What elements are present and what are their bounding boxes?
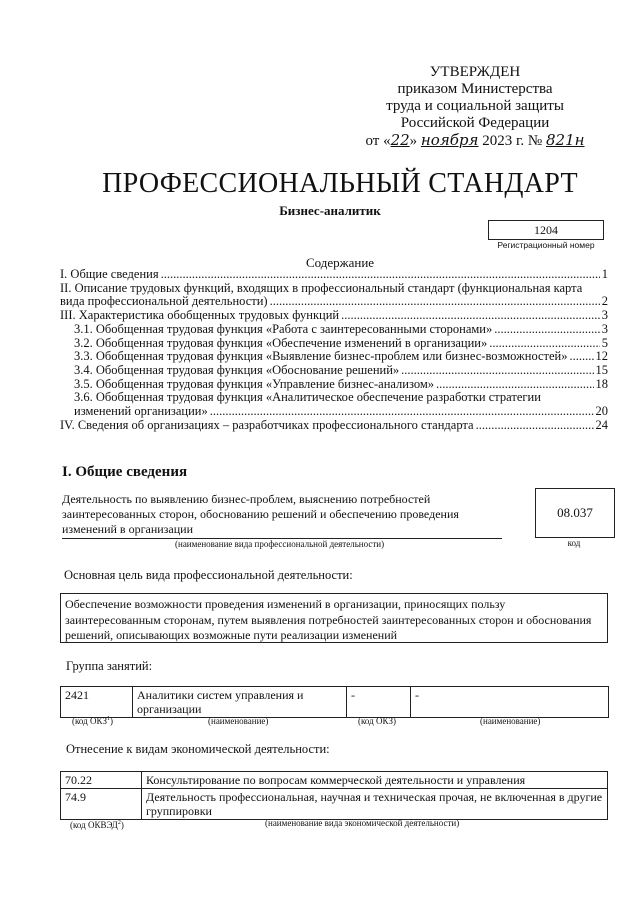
footnote-mark: 2 bbox=[117, 820, 121, 826]
toc-item[interactable] bbox=[60, 364, 608, 378]
date-prefix: от « bbox=[365, 133, 391, 149]
toc-item-page: 3 bbox=[601, 321, 608, 336]
registration-caption: Регистрационный номер bbox=[497, 240, 595, 250]
toc-item[interactable] bbox=[60, 350, 608, 364]
okved-label: Отнесение к видам экономической деятельности: bbox=[66, 742, 330, 756]
toc-item[interactable] bbox=[60, 391, 608, 405]
okved-name-caption: (наименование вида экономической деятельности) bbox=[265, 818, 460, 828]
toc-item[interactable] bbox=[60, 419, 608, 433]
okz-name-1: Аналитики систем управления и организации bbox=[133, 687, 347, 718]
caption-text: ) bbox=[110, 716, 113, 726]
activity-caption: (наименование вида профессиональной деятельности) bbox=[175, 539, 385, 549]
toc-leader bbox=[401, 364, 593, 378]
okz-name-2: - bbox=[411, 687, 609, 718]
toc-item[interactable] bbox=[60, 323, 608, 337]
toc-leader bbox=[270, 295, 600, 309]
toc-item-label: III. Характеристика обобщенных трудовых функций bbox=[60, 308, 340, 323]
toc-item-page: 2 bbox=[601, 294, 608, 309]
okz-code-1: 2421 bbox=[61, 687, 133, 718]
toc-leader bbox=[436, 378, 593, 392]
approval-order: приказом Министерства bbox=[397, 81, 553, 97]
okved-code: 74.9 bbox=[61, 789, 142, 820]
toc-item-label: 3.2. Обобщенная трудовая функция «Обеспечение изменений в организации» bbox=[74, 335, 488, 350]
toc-leader bbox=[489, 337, 599, 351]
okved-name: Консультирование по вопросам коммерческой деятельности и управления bbox=[142, 772, 608, 789]
okved-code: 70.22 bbox=[61, 772, 142, 789]
document-subtitle: Бизнес-аналитик bbox=[279, 203, 381, 218]
toc-item-label: II. Описание трудовых функций, входящих в профессиональный стандарт (функциональная карта bbox=[60, 280, 583, 295]
table-of-contents bbox=[60, 268, 608, 432]
toc-leader bbox=[494, 323, 600, 337]
date-year: 2023 г. № bbox=[478, 133, 546, 149]
approval-block bbox=[360, 64, 590, 150]
group-label: Группа занятий: bbox=[66, 659, 153, 673]
toc-leader bbox=[476, 419, 594, 433]
toc-item-page: 18 bbox=[595, 376, 608, 391]
toc-item-cont[interactable] bbox=[60, 295, 608, 309]
okz-code-2: - bbox=[347, 687, 411, 718]
date-mid: » bbox=[409, 133, 421, 149]
code-caption: код bbox=[567, 538, 581, 548]
table-row bbox=[61, 772, 608, 789]
toc-item[interactable] bbox=[60, 282, 608, 296]
caption-text: (код ОКВЭД bbox=[70, 820, 118, 830]
approval-country: Российской Федерации bbox=[400, 115, 550, 131]
handwritten-month: ноября bbox=[420, 131, 479, 149]
toc-item-page: 1 bbox=[601, 267, 608, 281]
okz-name-caption: (наименование) bbox=[208, 716, 269, 726]
toc-item-label: 3.1. Обобщенная трудовая функция «Работа с заинтересованными сторонами» bbox=[74, 321, 493, 336]
toc-item-label: 3.4. Обобщенная трудовая функция «Обоснование решений» bbox=[74, 362, 400, 377]
okved-name: Деятельность профессиональная, научная и техническая прочая, не включенная в другие группировки bbox=[142, 789, 608, 820]
goal-label: Основная цель вида профессиональной деятельности: bbox=[64, 568, 353, 582]
toc-leader bbox=[161, 268, 600, 282]
toc-item[interactable] bbox=[60, 337, 608, 351]
toc-item-label: 3.6. Обобщенная трудовая функция «Аналитическое обеспечение разработки стратегии bbox=[74, 390, 541, 405]
toc-item-label: 3.3. Обобщенная трудовая функция «Выявление бизнес-проблем или бизнес-возможностей» bbox=[74, 349, 568, 364]
toc-item-label: I. Общие сведения bbox=[60, 267, 159, 281]
okved-code-caption bbox=[70, 820, 124, 830]
occupation-group-table bbox=[60, 686, 609, 718]
toc-leader bbox=[210, 405, 594, 419]
toc-item-page: 24 bbox=[595, 417, 608, 432]
approval-title: УТВЕРЖДЕН bbox=[429, 64, 521, 80]
toc-item-page: 15 bbox=[595, 362, 608, 377]
okz-name-caption-2: (наименование) bbox=[480, 716, 541, 726]
toc-item-label: изменений организации» bbox=[74, 404, 208, 419]
toc-item-page: 5 bbox=[601, 335, 608, 350]
approval-date bbox=[360, 132, 590, 150]
okz-code-caption bbox=[72, 716, 113, 726]
registration-number: 1204 bbox=[488, 220, 604, 240]
toc-item[interactable] bbox=[60, 268, 608, 282]
handwritten-number: 821н bbox=[546, 131, 585, 149]
section-title: I. Общие сведения bbox=[62, 464, 188, 480]
toc-item-page: 12 bbox=[595, 349, 608, 364]
approval-ministry: труда и социальной защиты bbox=[386, 98, 564, 114]
table-row bbox=[61, 789, 608, 820]
toc-item[interactable] bbox=[60, 309, 608, 323]
footnote-mark: 1 bbox=[107, 716, 110, 722]
toc-item-page: 3 bbox=[601, 308, 608, 323]
toc-item-label: вида профессиональной деятельности) bbox=[60, 294, 268, 309]
toc-item-cont[interactable] bbox=[60, 405, 608, 419]
document-title: ПРОФЕССИОНАЛЬНЫЙ СТАНДАРТ bbox=[102, 168, 578, 199]
toc-leader bbox=[341, 309, 600, 323]
activity-name: Деятельность по выявлению бизнес-проблем, выяснению потребностей заинтересованных сторон, обоснованию решений и обеспечению проведения изменений в организации bbox=[62, 492, 459, 536]
okz-code-caption-2: (код ОКЗ) bbox=[358, 716, 396, 726]
toc-item[interactable] bbox=[60, 378, 608, 392]
activity-code: 08.037 bbox=[535, 488, 615, 538]
table-row bbox=[61, 687, 609, 718]
okved-table bbox=[60, 771, 608, 820]
toc-item-label: 3.5. Обобщенная трудовая функция «Управление бизнес-анализом» bbox=[74, 376, 435, 391]
caption-text: ) bbox=[120, 820, 124, 830]
toc-item-label: IV. Сведения об организациях – разработчиках профессионального стандарта bbox=[60, 417, 474, 432]
handwritten-day: 22 bbox=[390, 131, 410, 149]
goal-text: Обеспечение возможности проведения изменений в организации, приносящих пользу заинтересованным сторонам, путем выявления потребностей заинтересованных сторон и обоснования решений, описывающих возможные пути реализации изменений bbox=[60, 593, 608, 643]
toc-leader bbox=[570, 350, 594, 364]
toc-heading: Содержание bbox=[305, 255, 375, 270]
caption-text: (код ОКЗ bbox=[72, 716, 107, 726]
toc-item-page: 20 bbox=[595, 404, 608, 419]
